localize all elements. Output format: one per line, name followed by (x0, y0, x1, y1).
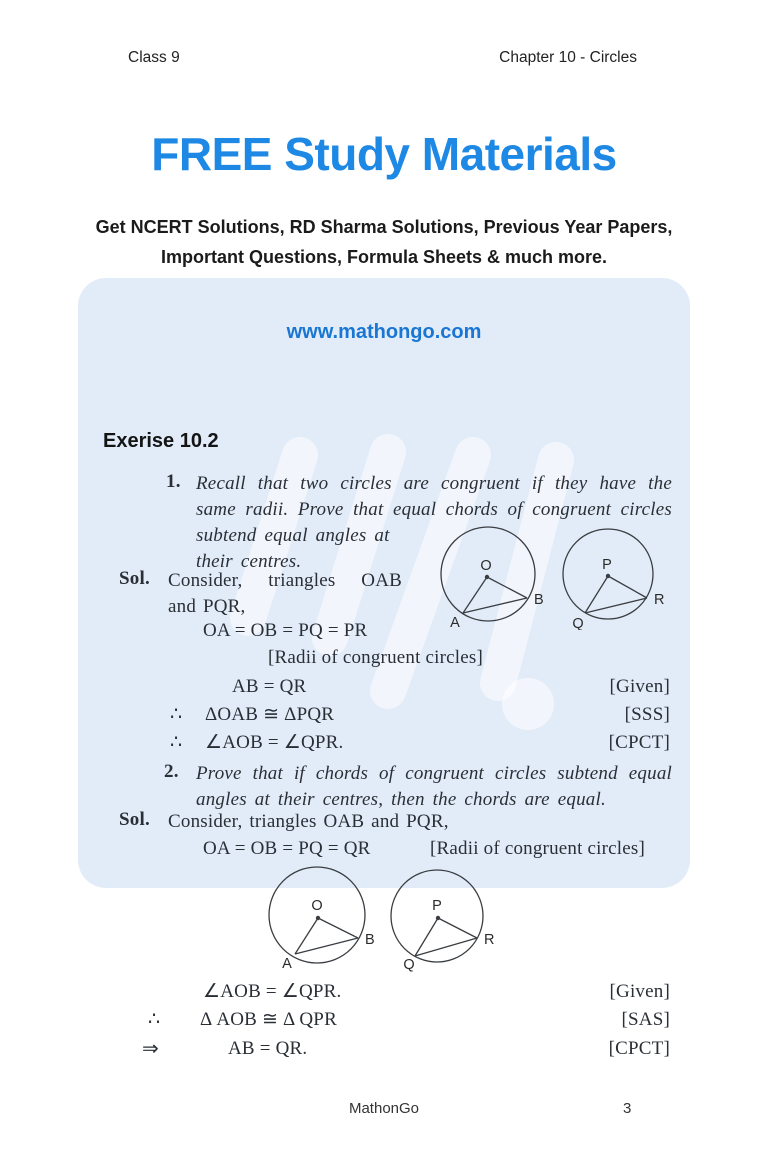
equation-radii-2: OA = OB = PQ = QR (203, 838, 371, 859)
question1-line1: Recall that two circles are congruent if they have the (196, 473, 672, 494)
solution1-line2: and PQR, (168, 596, 246, 617)
proof2-row2-expression: Δ AOB ≅ Δ QPR (200, 1009, 337, 1030)
proof2-row (78, 1036, 670, 1062)
diagram1-label-Q: Q (572, 616, 584, 630)
proof1-row3-expression: ∠AOB = ∠QPR. (205, 732, 344, 753)
question1-number: 1. (166, 471, 181, 492)
proof1-row1-expression: AB = QR (232, 676, 307, 697)
question2-line2: angles at their centres, then the chords are equal. (196, 789, 606, 810)
website-link[interactable]: www.mathongo.com (286, 321, 482, 343)
proof1-row1-reason: [Given] (609, 676, 670, 697)
proof2-row2-reason: [SAS] (621, 1009, 670, 1030)
footer-page-number: 3 (623, 1100, 632, 1117)
congruent-circles-diagram-2 (255, 862, 495, 977)
question1-line3: subtend equal angles at (196, 525, 390, 546)
solution1-line1: Consider, triangles OAB (168, 570, 402, 591)
diagram1-label-R: R (654, 592, 665, 608)
proof1-row2-expression: ΔOAB ≅ ΔPQR (205, 704, 335, 725)
proof2-row (78, 1007, 670, 1033)
hero-subtitle-line1: Get NCERT Solutions, RD Sharma Solutions, Previous Year Papers, (95, 217, 673, 237)
hero-subtitle (0, 212, 768, 272)
diagram2-label-B: B (365, 932, 375, 948)
proof2-row3-symbol: ⇒ (142, 1038, 159, 1060)
proof1-row (78, 702, 670, 728)
diagram1-label-P: P (602, 557, 612, 573)
congruent-circles-diagram-1 (415, 518, 675, 630)
solution1-text (168, 568, 408, 620)
radii-note-1: [Radii of congruent circles] (268, 647, 484, 668)
proof2-rows (78, 979, 670, 1069)
proof2-row1-expression: ∠AOB = ∠QPR. (203, 981, 342, 1002)
diagram2-label-R: R (484, 932, 495, 948)
header-chapter: Chapter 10 - Circles (499, 49, 637, 66)
proof2-row2-symbol: ∴ (148, 1009, 161, 1030)
diagram2-label-P: P (432, 898, 442, 914)
diagram2-label-O: O (311, 898, 323, 914)
page-header (128, 49, 637, 67)
proof1-row3-symbol: ∴ (170, 732, 183, 753)
solution2-line1: Consider, triangles OAB and PQR, (168, 811, 449, 832)
equation-radii-1: OA = OB = PQ = PR (203, 620, 368, 641)
diagram1-label-B: B (534, 592, 544, 608)
proof2-row1-reason: [Given] (609, 981, 670, 1002)
hero-subtitle-line2: Important Questions, Formula Sheets & much more. (160, 247, 608, 267)
proof1-row3-reason: [CPCT] (608, 732, 670, 753)
proof2-row (78, 979, 670, 1005)
question1-line4: their centres. (196, 551, 302, 572)
proof1-row2-reason: [SSS] (624, 704, 670, 725)
proof2-row3-expression: AB = QR. (228, 1038, 308, 1059)
question1-line2: same radii. Prove that equal chords of congruent circles (196, 499, 672, 520)
solution1-label: Sol. (119, 568, 150, 589)
diagram2-label-Q: Q (403, 957, 415, 973)
question2-number: 2. (164, 761, 179, 782)
diagram2-label-A: A (282, 956, 292, 972)
question2-text (196, 761, 672, 813)
proof2-row3-reason: [CPCT] (608, 1038, 670, 1059)
diagram1-label-A: A (450, 615, 460, 630)
page-title: FREE Study Materials (151, 128, 617, 180)
exercise-heading: Exerise 10.2 (103, 430, 219, 452)
radii-note-2: [Radii of congruent circles] (430, 838, 646, 859)
footer-brand: MathonGo (348, 1100, 420, 1117)
diagram1-label-O: O (480, 558, 492, 574)
proof1-row2-symbol: ∴ (170, 704, 183, 725)
header-class: Class 9 (128, 49, 180, 66)
question2-line1: Prove that if chords of congruent circles subtend equal (196, 763, 672, 784)
proof1-row (78, 674, 670, 700)
proof1-row (78, 730, 670, 756)
solution2-text (168, 809, 449, 835)
solution2-label: Sol. (119, 809, 150, 830)
